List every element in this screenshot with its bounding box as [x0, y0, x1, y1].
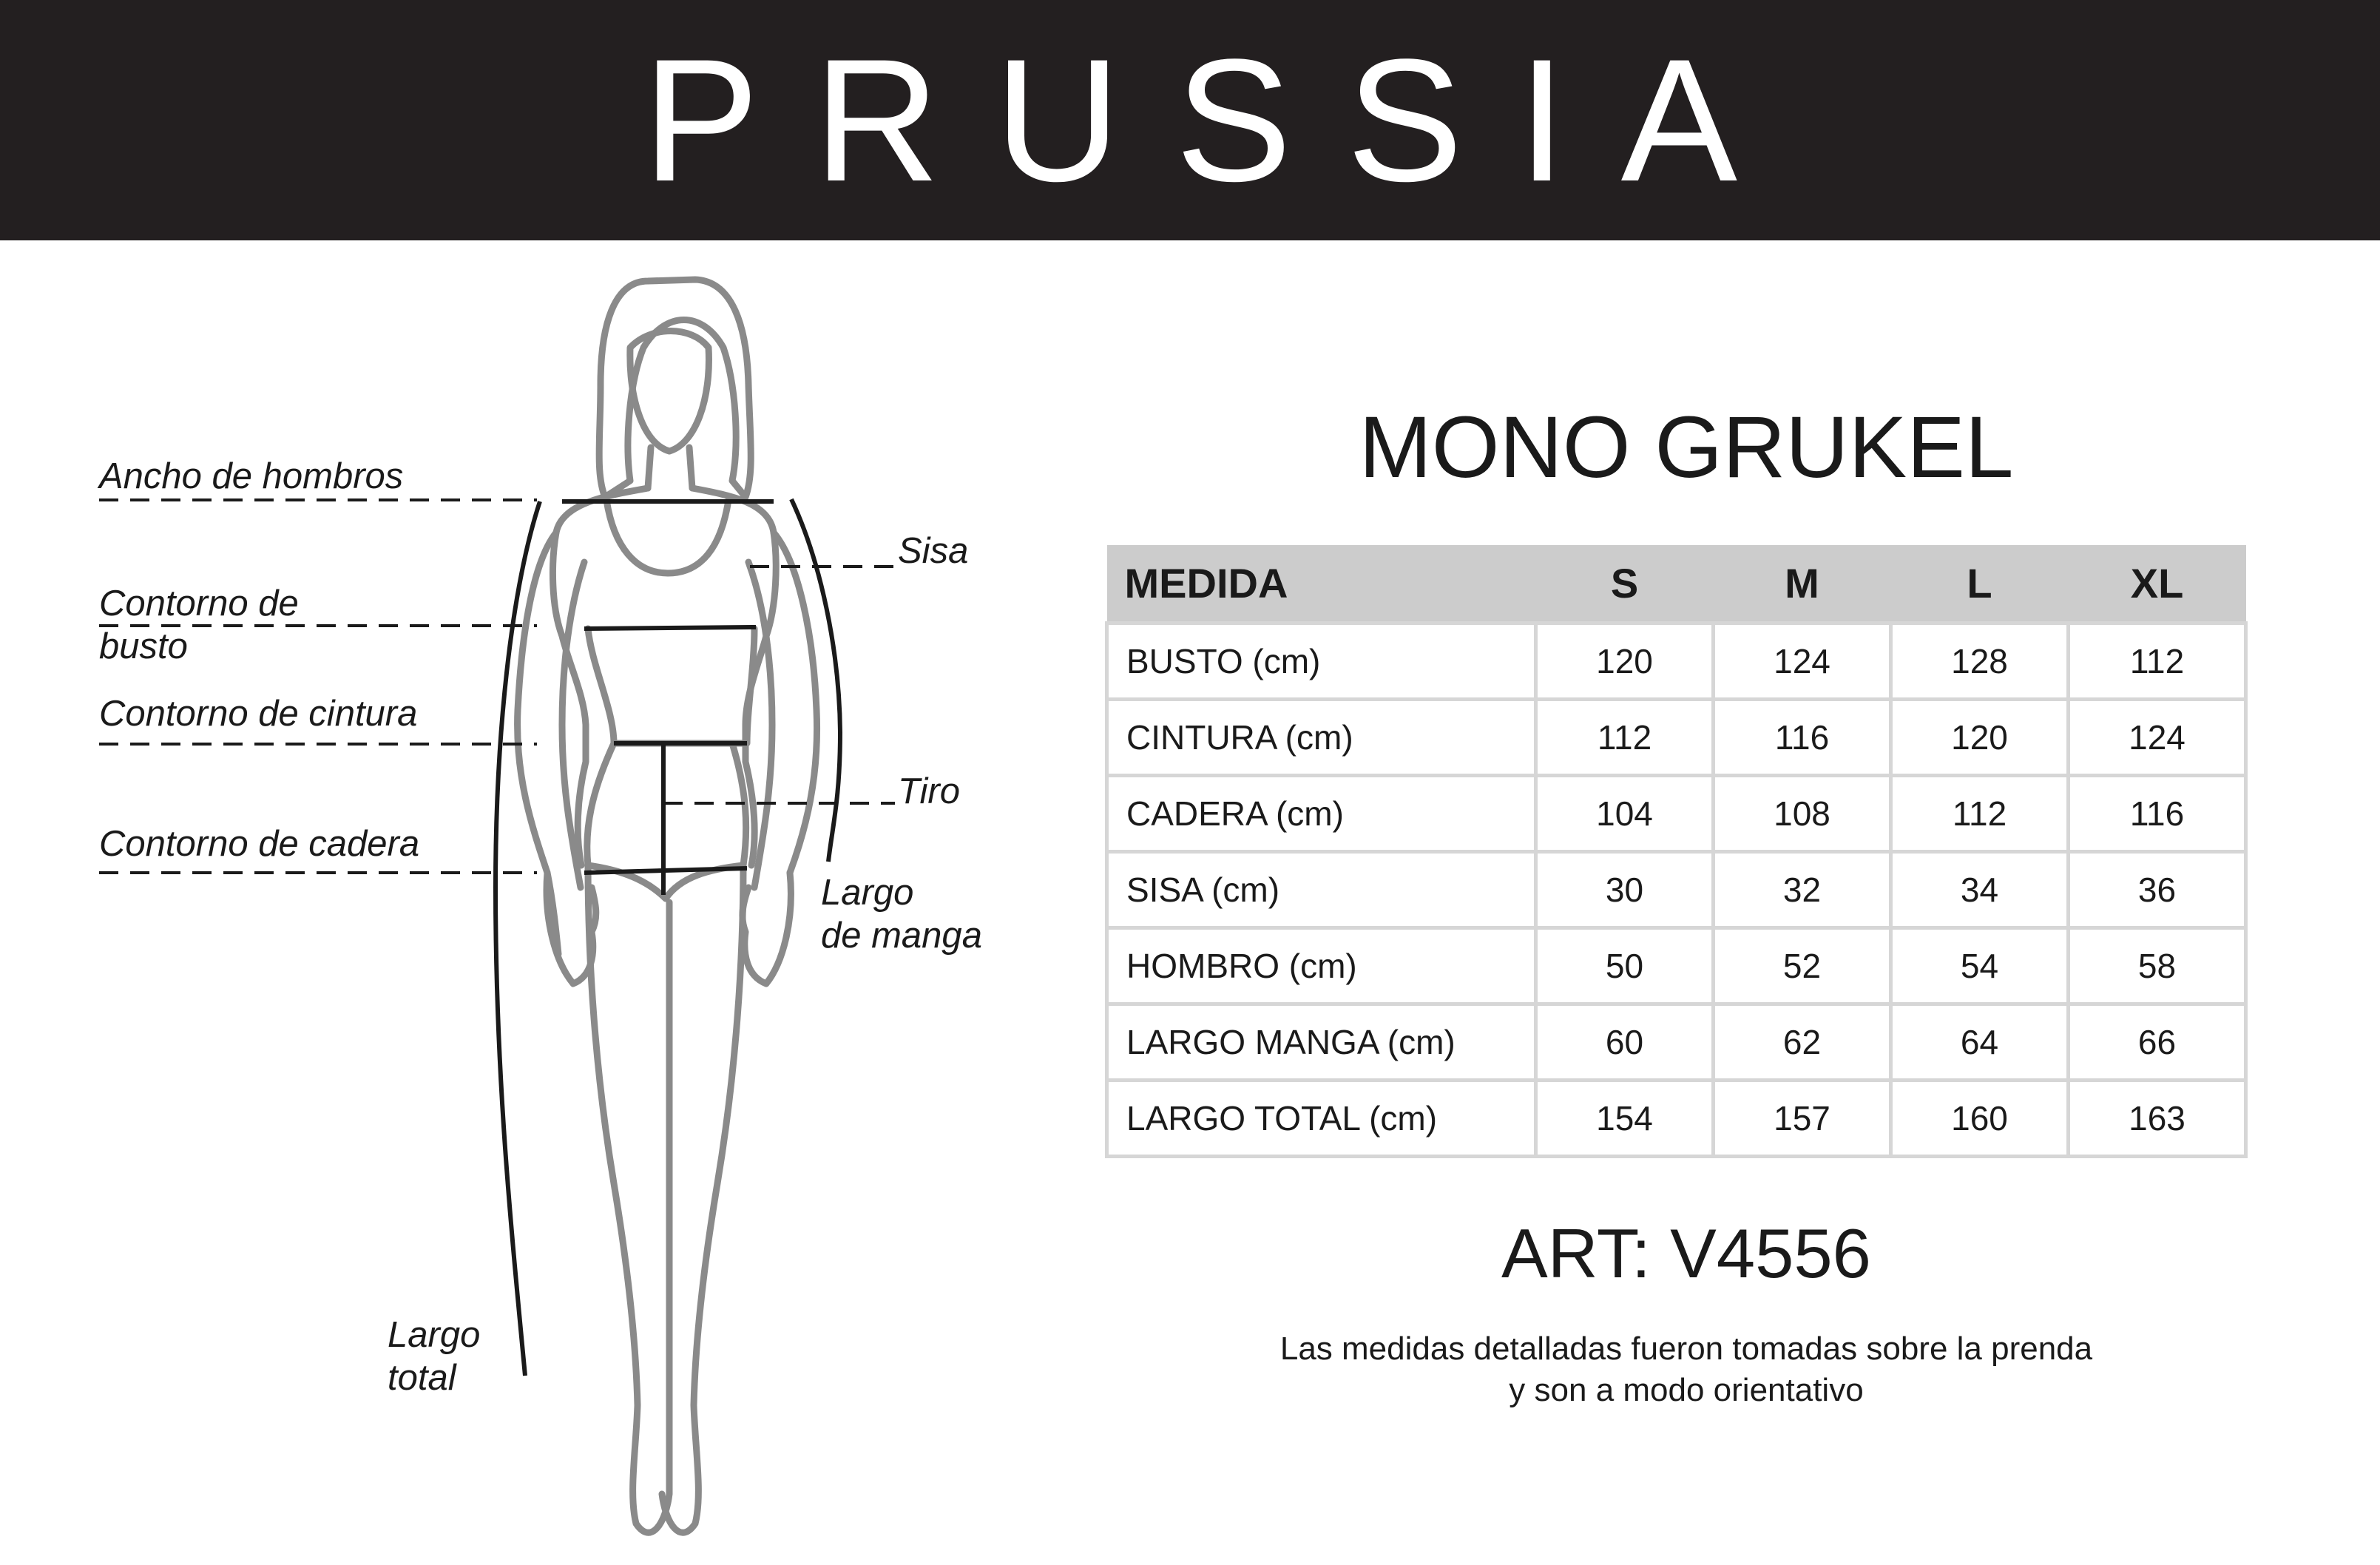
label-crotch: Tiro	[898, 771, 960, 811]
table-row	[1107, 1004, 2246, 1081]
label-sleeve-line2: de manga	[821, 916, 982, 956]
table-cell: 116	[2069, 776, 2246, 852]
label-sleeve-line1: Largo	[821, 873, 914, 913]
table-cell: 124	[1714, 623, 1891, 700]
table-cell: 112	[1536, 700, 1714, 776]
label-bust-line1: Contorno de	[99, 584, 299, 623]
header-cell-m: M	[1714, 545, 1891, 623]
table-row	[1107, 776, 2246, 852]
brand-banner	[0, 0, 2380, 240]
garment-torso	[588, 629, 754, 743]
table-cell: 62	[1714, 1004, 1891, 1081]
row-label: HOMBRO (cm)	[1107, 928, 1536, 1004]
hair-outline	[599, 280, 751, 497]
table-cell: 108	[1714, 776, 1891, 852]
garment-bottom	[587, 743, 746, 899]
table-cell: 116	[1714, 700, 1891, 776]
article-code: ART: V4556	[1501, 1214, 1871, 1292]
table-cell: 66	[2069, 1004, 2246, 1081]
label-total-line2: total	[388, 1358, 456, 1398]
table-header-row	[1107, 545, 2246, 623]
table-row	[1107, 928, 2246, 1004]
row-label: LARGO TOTAL (cm)	[1107, 1081, 1536, 1157]
row-label: CADERA (cm)	[1107, 776, 1536, 852]
brand-logo: PRUSSIA	[642, 22, 1793, 218]
product-title: MONO GRUKEL	[1359, 399, 2014, 496]
header-cell-medida: MEDIDA	[1107, 545, 1536, 623]
table-cell: 34	[1891, 852, 2069, 928]
disclaimer-line-1: Las medidas detalladas fueron tomadas sobre la prenda	[1279, 1331, 2093, 1367]
table-cell: 128	[1891, 623, 2069, 700]
table-cell: 112	[2069, 623, 2246, 700]
table-cell: 124	[2069, 700, 2246, 776]
label-waist: Contorno de cintura	[99, 694, 418, 734]
row-label: CINTURA (cm)	[1107, 700, 1536, 776]
table-cell: 30	[1536, 852, 1714, 928]
label-armhole: Sisa	[898, 531, 969, 571]
size-table	[1105, 545, 2248, 1158]
bust-measure-line	[584, 627, 756, 629]
row-label: SISA (cm)	[1107, 852, 1536, 928]
disclaimer-line-2: y son a modo orientativo	[1509, 1372, 1864, 1408]
garment-neckline	[606, 500, 728, 573]
table-row	[1107, 623, 2246, 700]
table-row	[1107, 852, 2246, 928]
table-cell: 154	[1536, 1081, 1714, 1157]
header-cell-s: S	[1536, 545, 1714, 623]
table-cell: 52	[1714, 928, 1891, 1004]
disclaimer-note	[1035, 1328, 2337, 1411]
header-cell-l: L	[1891, 545, 2069, 623]
table-cell: 112	[1891, 776, 2069, 852]
table-cell: 32	[1714, 852, 1891, 928]
table-cell: 104	[1536, 776, 1714, 852]
table-cell: 60	[1536, 1004, 1714, 1081]
table-cell: 120	[1536, 623, 1714, 700]
table-cell: 58	[2069, 928, 2246, 1004]
table-row	[1107, 700, 2246, 776]
label-bust-line2: busto	[99, 626, 188, 666]
legs-outline	[588, 865, 743, 1532]
table-cell: 163	[2069, 1081, 2246, 1157]
table-cell: 64	[1891, 1004, 2069, 1081]
label-total-line1: Largo	[388, 1315, 481, 1355]
table-row	[1107, 1081, 2246, 1157]
total-length-line	[496, 501, 540, 1376]
table-cell: 54	[1891, 928, 2069, 1004]
label-shoulder-width: Ancho de hombros	[99, 456, 404, 496]
table-cell: 160	[1891, 1081, 2069, 1157]
table-cell: 36	[2069, 852, 2246, 928]
table-cell: 157	[1714, 1081, 1891, 1157]
table-cell: 120	[1891, 700, 2069, 776]
row-label: BUSTO (cm)	[1107, 623, 1536, 700]
table-cell: 50	[1536, 928, 1714, 1004]
header-cell-xl: XL	[2069, 545, 2246, 623]
right-hand-outline	[743, 873, 791, 984]
row-label: LARGO MANGA (cm)	[1107, 1004, 1536, 1081]
label-hip: Contorno de cadera	[99, 824, 420, 864]
right-arm-outline	[748, 533, 817, 888]
